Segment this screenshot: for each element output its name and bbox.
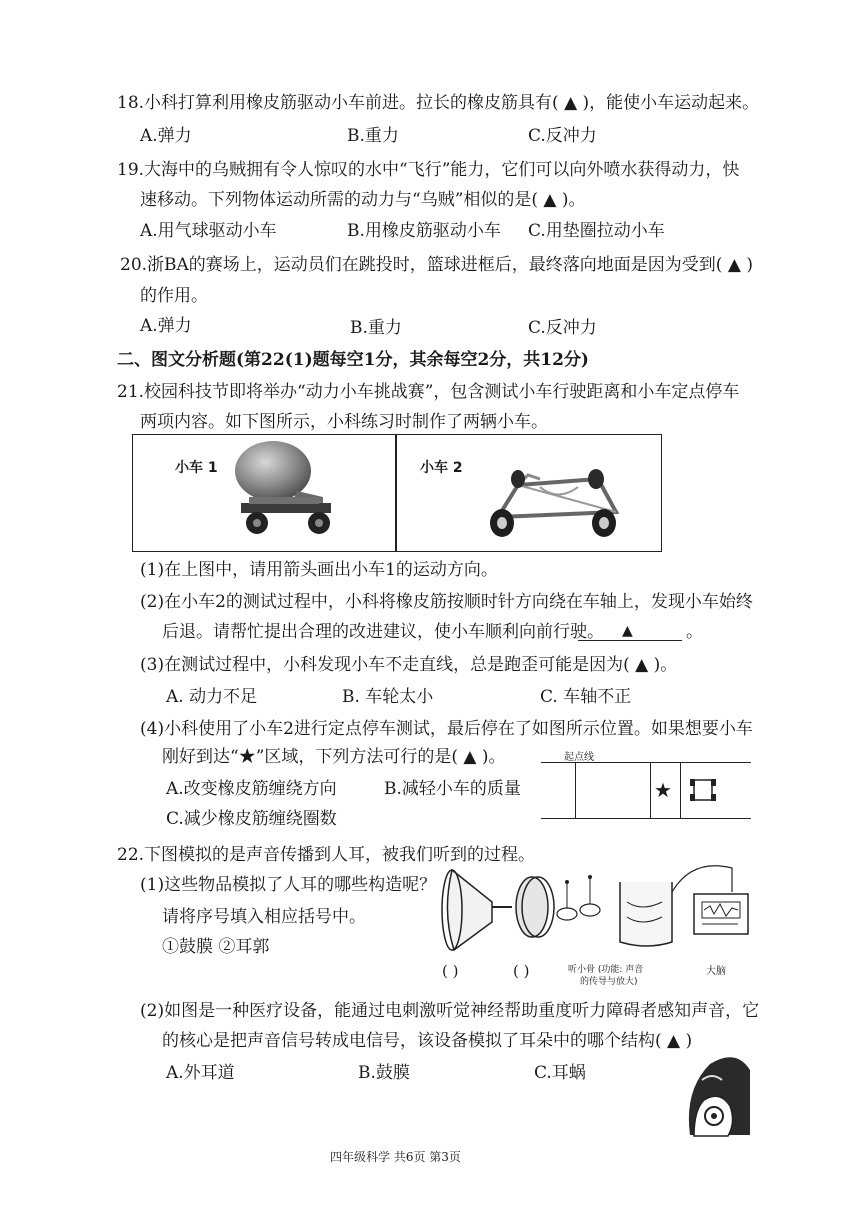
zone-left-line (650, 762, 651, 818)
track-bottom-line (541, 818, 751, 819)
ossicle-note-line1: 听小骨 (功能: 声音 (568, 965, 644, 975)
q21-sub3-option-b: B. 车轮太小 (342, 687, 434, 707)
q21-sub4-line1: (4)小科使用了小车2进行定点停车测试，最后停在了如图所示位置。如果想要小车 (140, 719, 753, 739)
q19-option-a: A.用气球驱动小车 (140, 221, 277, 241)
car-figure-box (132, 434, 662, 552)
q22-sub2-option-a: A.外耳道 (166, 1063, 235, 1083)
page-footer: 四年级科学 共6页 第3页 (330, 1150, 461, 1164)
figure-divider (395, 435, 397, 551)
ear-simulation-diagram (432, 862, 752, 970)
track-top-line (541, 762, 751, 763)
q21-sub1: (1)在上图中，请用箭头画出小车1的运动方向。 (140, 560, 498, 580)
q22-sub2-option-c: C.耳蜗 (534, 1063, 586, 1083)
q19-option-c: C.用垫圈拉动小车 (528, 221, 665, 241)
q21-stem-line1: 21.校园科技节即将举办“动力小车挑战赛”，包含测试小车行驶距离和小车定点停车 (117, 382, 740, 402)
car1-label: 小车 1 (175, 460, 218, 476)
q21-sub3-option-a: A. 动力不足 (166, 687, 258, 707)
ossicle-note-line2: 的传导与放大) (580, 977, 638, 987)
rubber-band-car-image (478, 457, 628, 547)
q22-sub2-option-b: B.鼓膜 (358, 1063, 410, 1083)
q21-sub4-option-c: C.减少橡皮筋缠绕圈数 (166, 809, 337, 829)
section-heading: 二、图文分析题(第22(1)题每空1分，其余每空2分，共12分) (117, 350, 589, 370)
q20-stem-line2: 的作用。 (140, 286, 208, 306)
car2-label: 小车 2 (420, 460, 463, 476)
q22-sub1-choices: ①鼓膜 ②耳郭 (162, 937, 270, 957)
q18-option-a: A.弹力 (140, 126, 192, 146)
zone-right-line (680, 762, 681, 818)
q20-option-a: A.弹力 (140, 316, 192, 336)
q20-option-c: C.反冲力 (528, 318, 597, 338)
star-zone: ★ (654, 778, 672, 802)
q21-sub2-line1: (2)在小车2的测试过程中，小科将橡皮筋按顺时针方向绕在车轴上，发现小车始终 (140, 592, 753, 612)
q19-option-b: B.用橡皮筋驱动小车 (347, 221, 501, 241)
q22-sub1-line1: (1)这些物品模拟了人耳的哪些构造呢？ (140, 875, 437, 895)
q21-sub4-option-b: B.减轻小车的质量 (384, 779, 521, 799)
cochlear-implant-head-image (680, 1050, 752, 1140)
car-top-view-icon (690, 776, 716, 804)
q22-sub2-line2: 的核心是把声音信号转成电信号，该设备模拟了耳朵中的哪个结构( ▲ ) (162, 1031, 693, 1051)
q21-sub3-option-c: C. 车轴不正 (540, 687, 632, 707)
q21-sub3: (3)在测试过程中，小科发现小车不走直线，总是跑歪可能是因为( ▲ )。 (140, 655, 678, 675)
start-line-label: 起点线 (564, 752, 594, 763)
ear-blank-1[interactable]: ( ) (442, 962, 459, 980)
q18-stem: 18.小科打算利用橡皮筋驱动小车前进。拉长的橡皮筋具有( ▲ )，能使小车运动起来。 (117, 93, 760, 113)
q21-sub4-line2: 刚好到达“★”区域，下列方法可行的是( ▲ )。 (162, 747, 506, 767)
answer-marker: ▲ (622, 623, 633, 639)
q18-option-c: C.反冲力 (528, 126, 597, 146)
q21-sub2-answer-blank[interactable] (578, 640, 682, 641)
ear-blank-2[interactable]: ( ) (513, 962, 530, 980)
q19-stem-line1: 19.大海中的乌贼拥有令人惊叹的水中“飞行”能力，它们可以向外喷水获得动力，快 (117, 160, 740, 180)
q20-option-b: B.重力 (350, 318, 402, 338)
q21-sub4-option-a: A.改变橡皮筋缠绕方向 (166, 779, 337, 799)
brain-label: 大脑 (706, 966, 726, 977)
balloon-car-image (231, 441, 351, 547)
q19-stem-line2: 速移动。下列物体运动所需的动力与“乌贼”相似的是( ▲ )。 (140, 190, 586, 210)
q21-sub2-line2: 后退。请帮忙提出合理的改进建议，使小车顺利向前行驶。 (162, 622, 604, 642)
q21-sub2-end-period: 。 (686, 622, 703, 642)
q22-sub1-line2: 请将序号填入相应括号中。 (162, 907, 366, 927)
start-line (575, 762, 576, 818)
q20-stem-line1: 20.浙BA的赛场上，运动员们在跳投时，篮球进框后，最终落向地面是因为受到( ▲ ) (120, 255, 753, 275)
q22-sub2-line1: (2)如图是一种医疗设备，能通过电刺激听觉神经帮助重度听力障碍者感知声音，它 (140, 1001, 760, 1021)
q21-stem-line2: 两项内容。如下图所示，小科练习时制作了两辆小车。 (140, 412, 548, 432)
q22-stem: 22.下图模拟的是声音传播到人耳，被我们听到的过程。 (117, 845, 536, 865)
q18-option-b: B.重力 (347, 126, 399, 146)
